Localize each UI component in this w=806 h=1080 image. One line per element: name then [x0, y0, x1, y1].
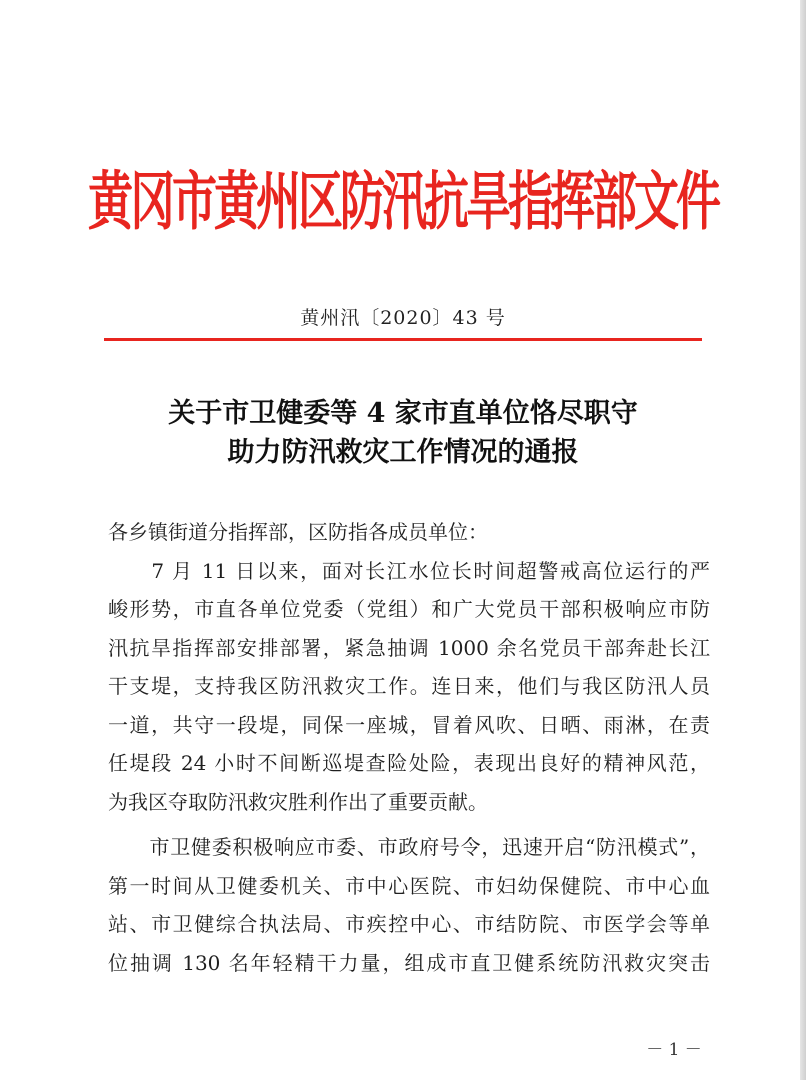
paragraph-2-line: 站、市卫健综合执法局、市疾控中心、市结防院、市医学会等单 — [108, 912, 710, 936]
page-edge-shadow — [800, 0, 806, 1080]
paragraph-1-line: 7 月 11 日以来，面对长江水位长时间超警戒高位运行的严 — [108, 558, 710, 583]
document-header-title: 黄冈市黄州区防汛抗旱指挥部文件 — [87, 163, 718, 239]
paragraph-spacer — [108, 821, 710, 828]
red-divider-line — [104, 338, 702, 341]
paragraph-1-line: 一道，共守一段堤，同保一座城，冒着风吹、日晒、雨淋，在责 — [108, 712, 710, 737]
notice-title — [0, 394, 806, 472]
paragraph-1-line: 任堤段 24 小时不间断巡堤查险处险，表现出良好的精神风范， — [108, 751, 710, 775]
document-body — [108, 513, 710, 982]
title-line-2: 助力防汛救灾工作情况的通报 — [227, 437, 579, 468]
paragraph-2-line: 市卫健委积极响应市委、市政府号令，迅速开启“防汛模式”， — [108, 835, 710, 859]
title-line-1: 关于市卫健委等 4 家市直单位恪尽职守 — [168, 398, 638, 429]
paragraph-2-line: 位抽调 130 名年轻精干力量，组成市直卫健系统防汛救灾突击 — [108, 950, 710, 975]
paragraph-2-line: 第一时间从卫健委机关、市中心医院、市妇幼保健院、市中心血 — [108, 873, 710, 898]
document-number: 黄州汛〔2020〕43 号 — [300, 307, 506, 329]
paragraph-1-line: 汛抗旱指挥部安排部署，紧急抽调 1000 余名党员干部奔赴长江 — [108, 635, 710, 660]
page-number: － 1 － — [646, 1040, 702, 1060]
salutation: 各乡镇街道分指挥部，区防指各成员单位： — [108, 520, 488, 544]
paragraph-1-line: 为我区夺取防汛救灾胜利作出了重要贡献。 — [108, 789, 488, 814]
paragraph-1-line: 干支堤，支持我区防汛救灾工作。连日来，他们与我区防汛人员 — [108, 674, 710, 698]
paragraph-1-line: 峻形势，市直各单位党委（党组）和广大党员干部积极响应市防 — [108, 597, 710, 621]
